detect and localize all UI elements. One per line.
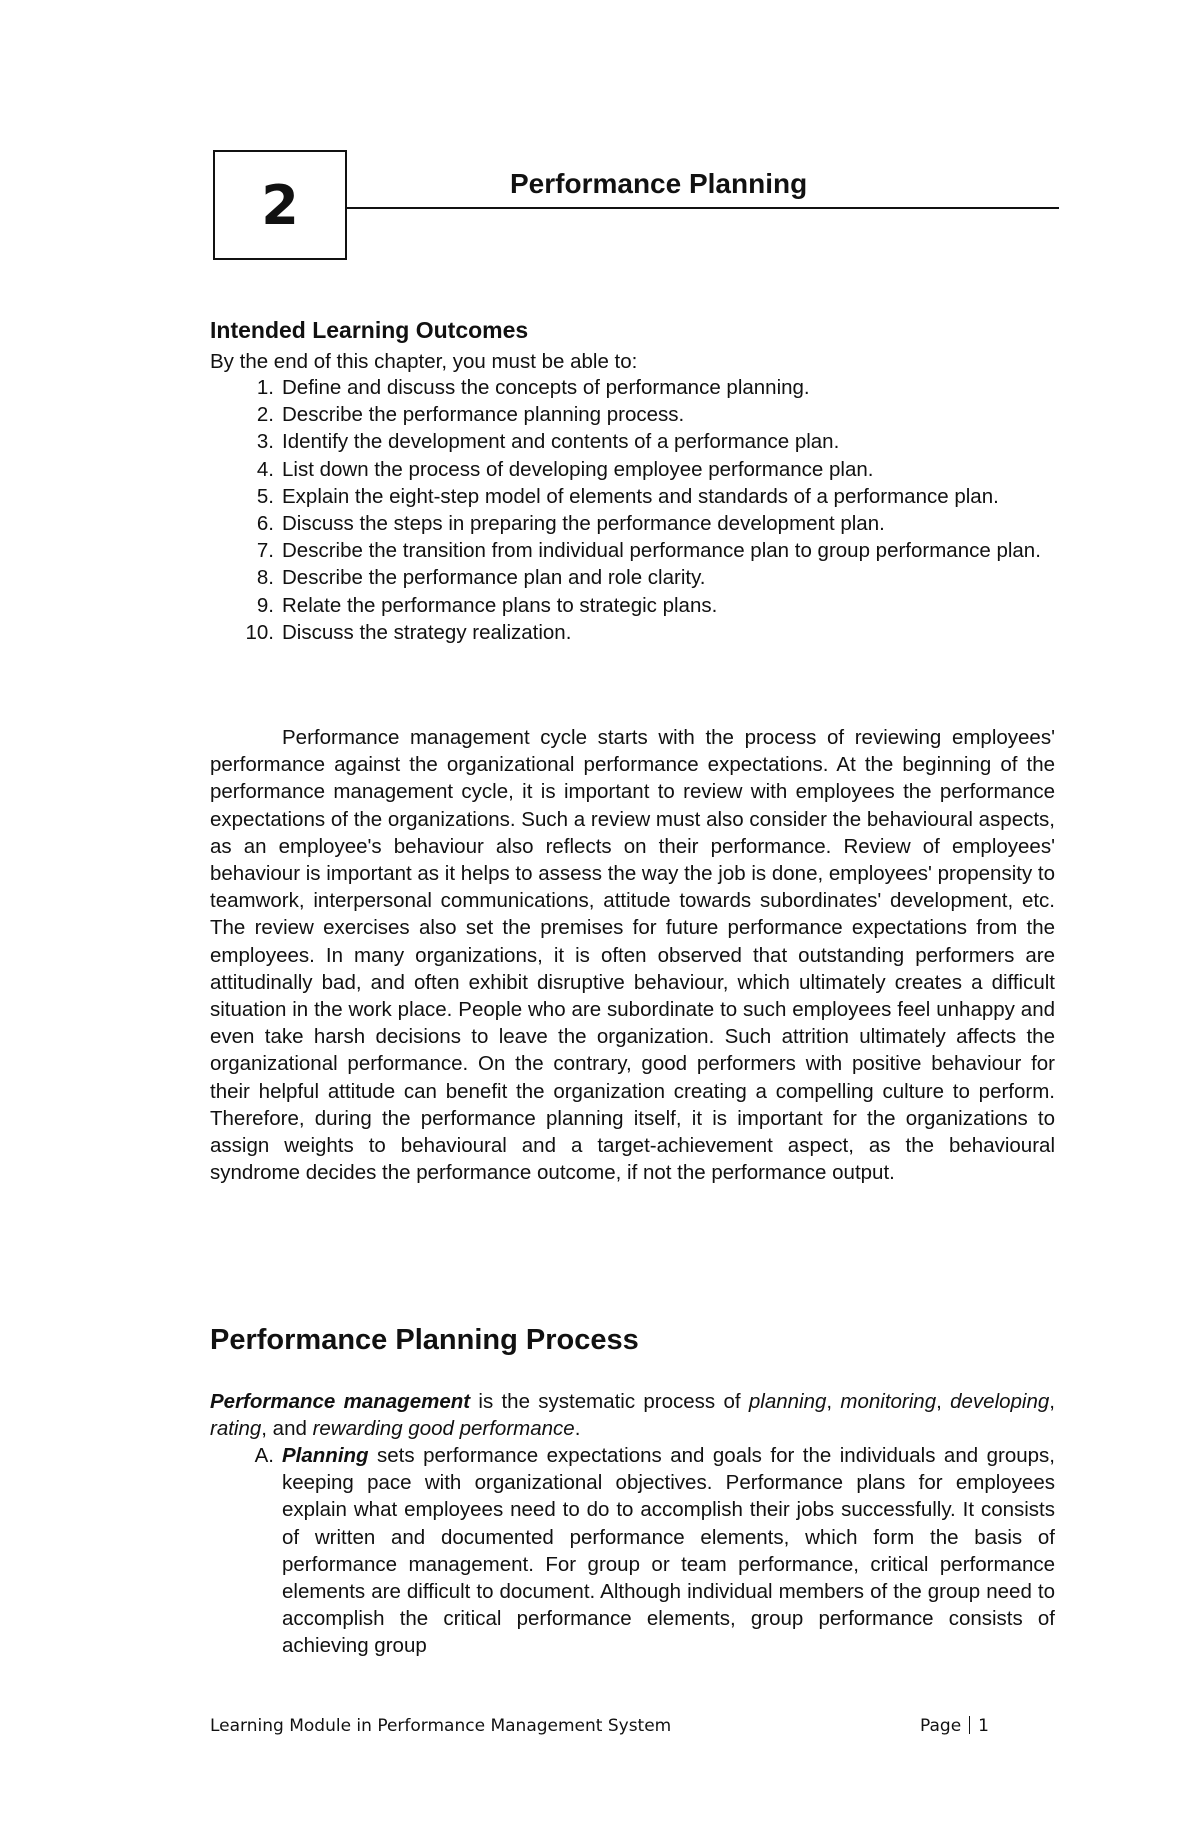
definition-keyword: rating <box>210 1417 262 1441</box>
chapter-title: Performance Planning <box>510 168 808 199</box>
footer-page-indicator <box>920 1715 989 1737</box>
list-item-text: List down the process of developing employee performance plan. <box>282 457 874 481</box>
intro-paragraph: Performance management cycle starts with the process of reviewing employees' performance against the organizational performance expectations. At the beginning of the performance management cycle, it is important to review with employees the performance expectations of the organizations. Such a review must also consider the behavioural aspects, as an employee's behaviour also reflects on their performance. Review of employees' behaviour is important as it helps to assess the way the job is done, employees' propensity to teamwork, interpersonal communications, attitude towards subordinates' development, etc. The review exercises also set the premises for future performance expectations from the employees. In many organizations, it is often observed that outstanding performers are attitudinally bad, and often exhibit disruptive behaviour, which ultimately creates a difficult situation in the work place. People who are subordinate to such employees feel unhappy and even take harsh decisions to leave the organization. Such attrition ultimately affects the organizational performance. On the contrary, good performers with positive behaviour for their helpful attitude can benefit the organization creating a compelling culture to perform. Therefore, during the performance planning itself, it is important for the organizations to assign weights to behavioural and a target-achievement aspect, as the behavioural syndrome decides the performance outcome, if not the performance output. <box>210 726 1055 1185</box>
chapter-number-box <box>213 150 347 260</box>
list-item-text: Discuss the steps in preparing the performance development plan. <box>282 512 885 536</box>
list-item-letter: A. <box>254 1444 274 1467</box>
list-item-text: Identify the development and contents of a performance plan. <box>282 430 840 454</box>
chapter-number: 2 <box>261 173 299 237</box>
chapter-title-rule <box>347 207 1059 209</box>
list-item-text: Discuss the strategy realization. <box>282 620 572 644</box>
definition-separator: , and <box>261 1417 313 1441</box>
footer-module-title: Learning Module in Performance Management System <box>210 1716 672 1736</box>
list-item-number: 10. <box>245 620 274 644</box>
definition-text: is the systematic process of <box>470 1390 749 1413</box>
definition-end: . <box>574 1417 581 1441</box>
list-item <box>210 564 1055 591</box>
list-item-text: Relate the performance plans to strategic plans. <box>282 593 718 617</box>
definition-keyword: monitoring <box>840 1390 937 1413</box>
footer-page-number: 1 <box>978 1716 989 1736</box>
list-item-text: Describe the performance plan and role clarity. <box>282 566 706 590</box>
list-item-text: Explain the eight-step model of elements and standards of a performance plan. <box>282 484 999 508</box>
list-item <box>210 483 1055 510</box>
list-item-number: 2. <box>256 403 274 427</box>
learning-outcomes-intro: By the end of this chapter, you must be able to: <box>210 350 638 373</box>
definition-keyword: rewarding good performance <box>312 1417 575 1441</box>
definition-keyword: developing <box>950 1390 1050 1413</box>
definition-paragraph <box>210 1388 1055 1442</box>
learning-outcomes-list <box>210 374 1055 646</box>
list-item <box>210 510 1055 537</box>
list-item-term: Planning <box>282 1444 369 1467</box>
footer-separator <box>969 1716 970 1734</box>
list-item <box>210 401 1055 428</box>
list-item-text: Define and discuss the concepts of performance planning. <box>282 376 810 399</box>
list-item <box>210 456 1055 483</box>
list-item-text: Describe the transition from individual performance plan to group performance plan. <box>282 539 1041 563</box>
list-item-number: 1. <box>256 376 274 399</box>
definition-keyword: planning <box>748 1390 827 1413</box>
learning-outcomes-heading: Intended Learning Outcomes <box>210 317 529 343</box>
list-item-number: 8. <box>256 566 274 590</box>
list-item-number: 5. <box>256 484 274 508</box>
list-item-number: 9. <box>256 593 274 617</box>
process-steps-list <box>210 1442 1055 1660</box>
footer-page-label: Page <box>920 1716 962 1736</box>
definition-term: Performance management <box>210 1390 471 1413</box>
list-item <box>210 619 1055 646</box>
list-item-number: 7. <box>256 539 274 563</box>
list-item-text <box>282 1442 1055 1660</box>
definition-separator: , <box>1049 1390 1055 1413</box>
list-item <box>210 592 1055 619</box>
list-item <box>210 374 1055 401</box>
list-item <box>210 428 1055 455</box>
list-item <box>210 537 1055 564</box>
list-item-text: Describe the performance planning process. <box>282 403 685 427</box>
list-item-body: sets performance expectations and goals for the individuals and groups, keeping pace with organizational objectives. Performance plans for employees explain what employees need to do to accomplish their jobs successfully. It consists of written and documented performance elements, which form the basis of performance management. For group or team performance, critical performance elements are difficult to document. Although individual members of the group need to accomplish the critical performance elements, group performance consists of achieving group <box>282 1444 1055 1658</box>
definition-separator: , <box>826 1390 841 1413</box>
section-heading: Performance Planning Process <box>210 1324 639 1356</box>
list-item-number: 6. <box>256 512 274 536</box>
list-item-number: 3. <box>256 430 274 454</box>
list-item-number: 4. <box>256 457 274 481</box>
definition-separator: , <box>936 1390 951 1413</box>
list-item <box>210 1442 1055 1660</box>
